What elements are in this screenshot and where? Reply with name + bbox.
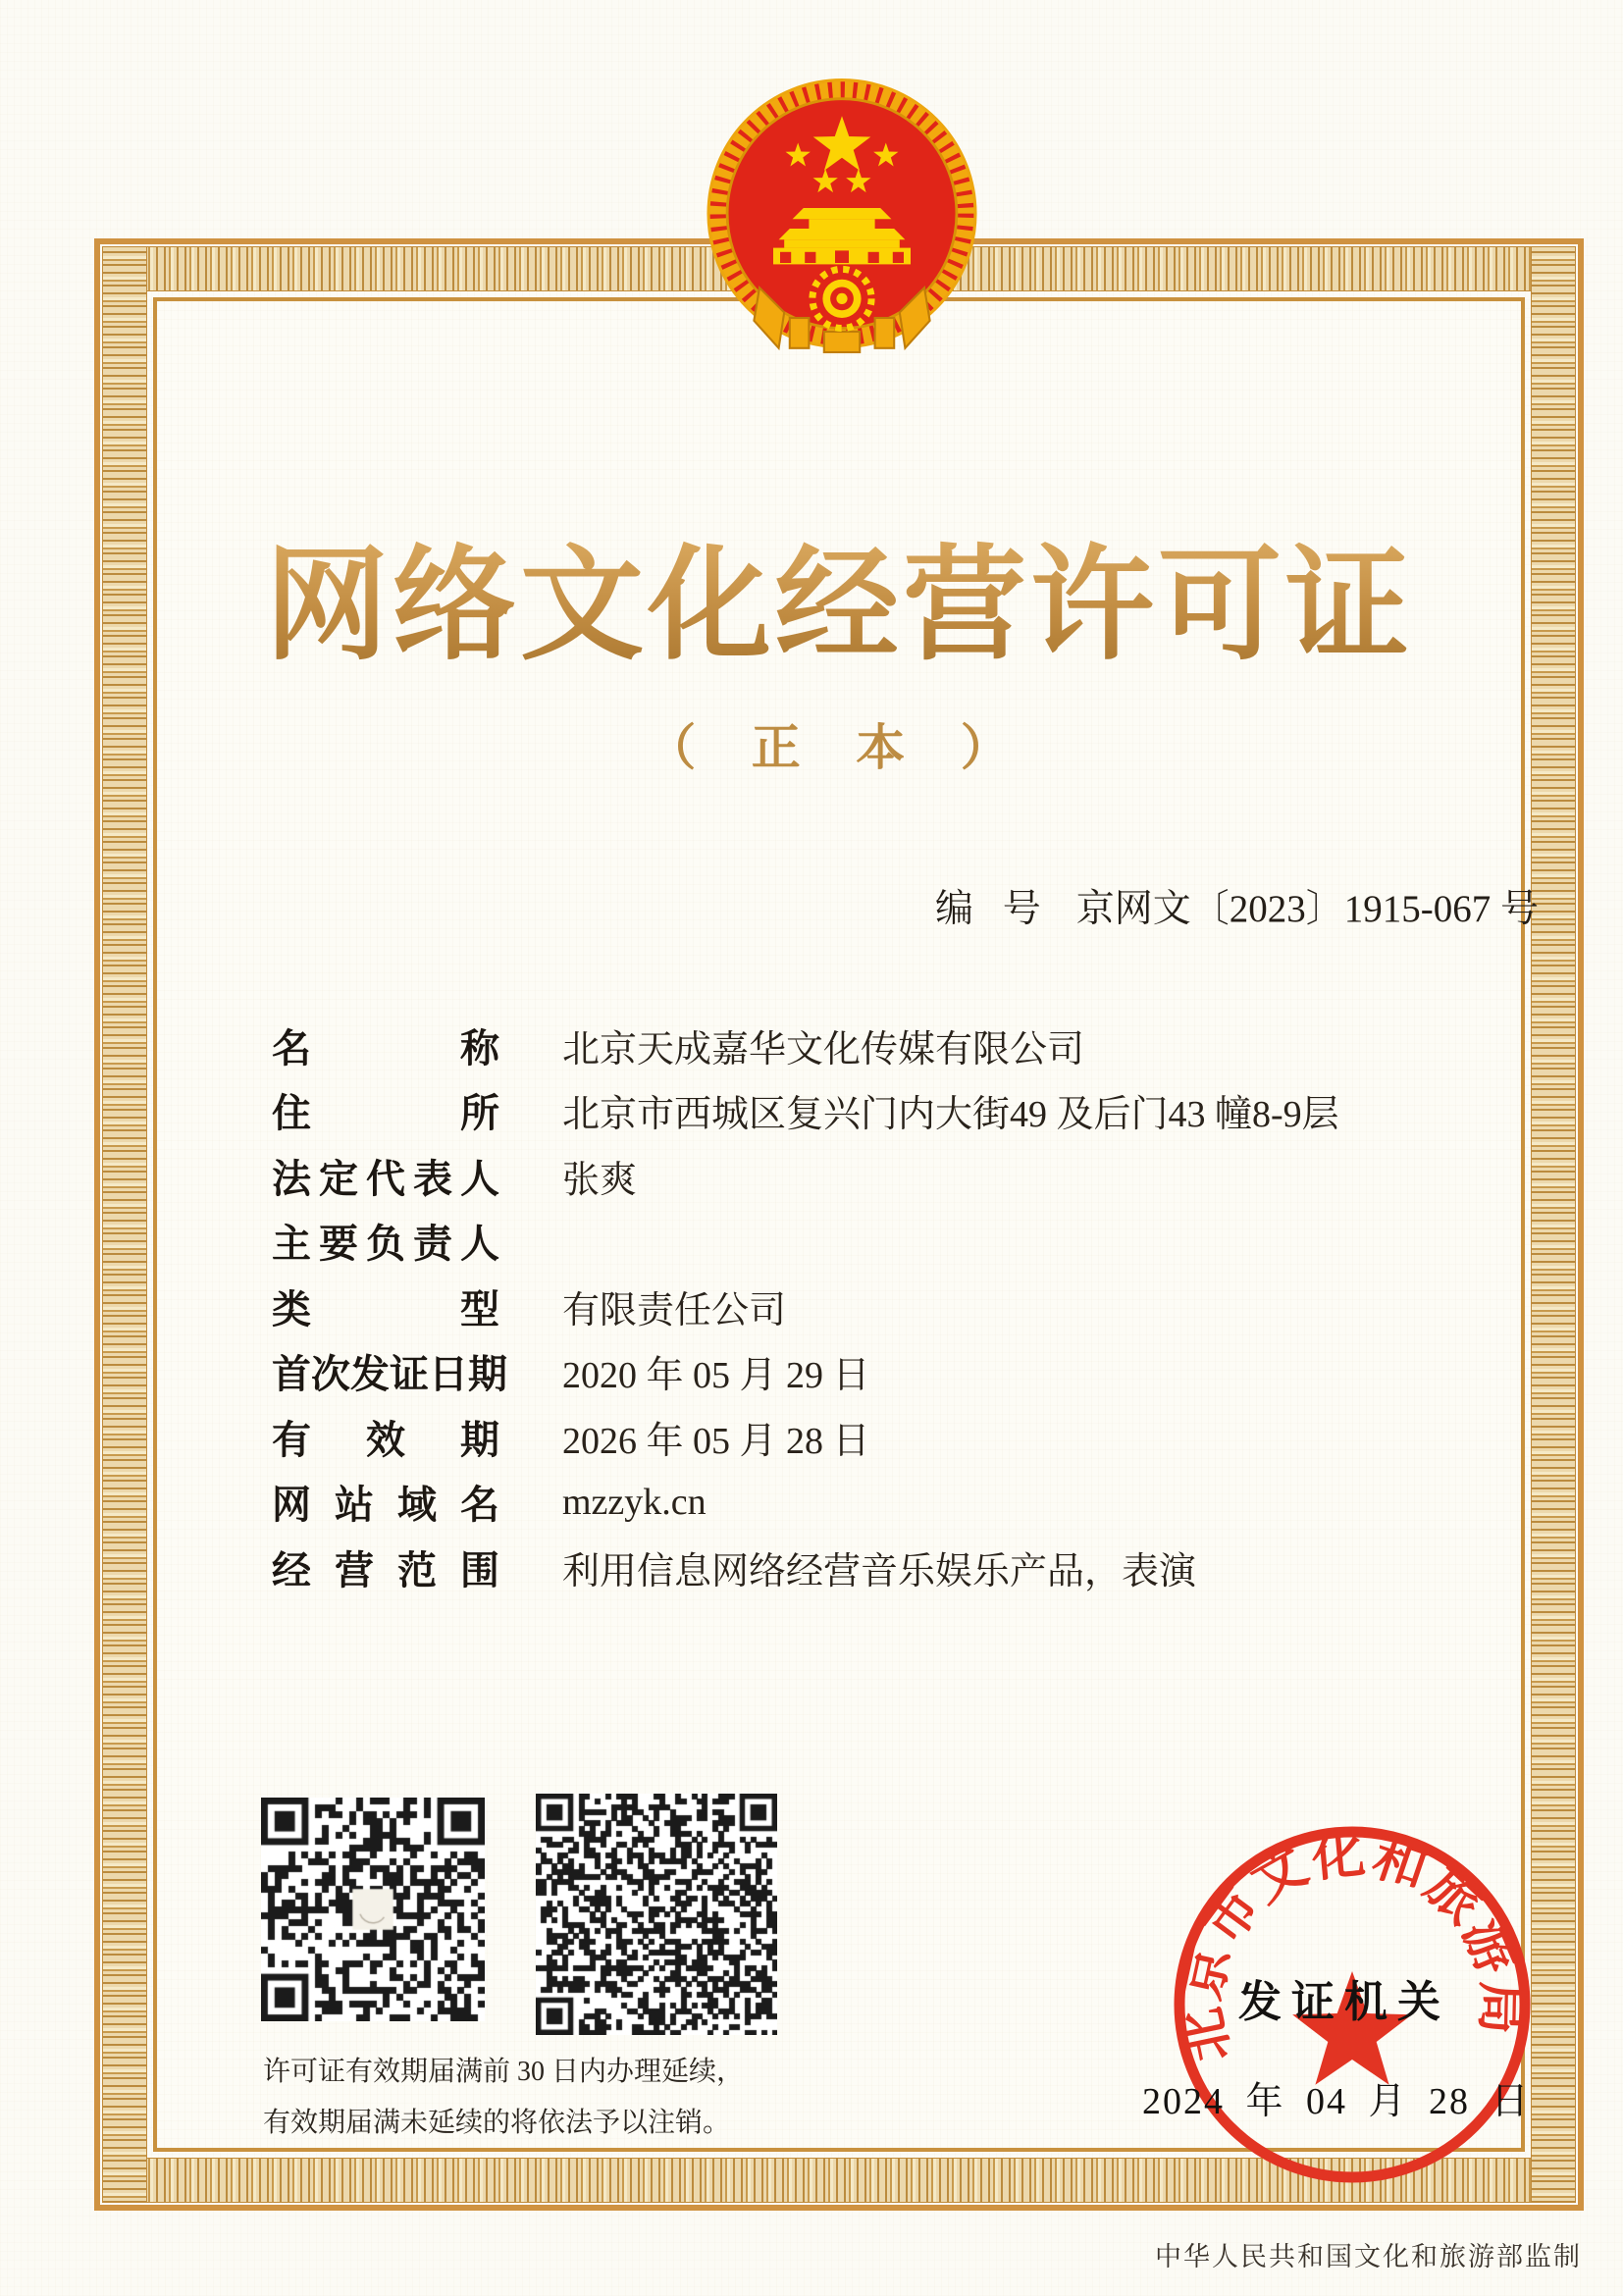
seal-ring-text: 北京市文化和旅游局 <box>1172 1824 1532 2067</box>
field-row <box>272 1078 1524 1144</box>
field-row <box>272 1013 1524 1078</box>
field-label: 有 效 期 <box>272 1417 499 1462</box>
field-label: 法 定 代 表 人 <box>272 1156 499 1201</box>
field-row <box>272 1535 1524 1600</box>
field-label: 类 型 <box>272 1286 499 1331</box>
license-number <box>935 878 1540 933</box>
field-value: mzzyk.cn <box>562 1481 707 1523</box>
field-value: 利用信息网络经营音乐娱乐产品，表演 <box>562 1550 1197 1592</box>
field-label: 网 站 域 名 <box>272 1483 499 1528</box>
field-row <box>272 1339 1524 1405</box>
field-value: 2026 年 05 月 28 日 <box>562 1420 870 1462</box>
qr-code-1 <box>261 1798 485 2021</box>
renewal-note-line2: 有效期届满未延续的将依法予以注销。 <box>263 2108 731 2138</box>
field-value: 北京天成嘉华文化传媒有限公司 <box>562 1028 1085 1070</box>
license-number-label: 编 号 <box>935 888 1051 930</box>
footer-supervisor-line: 中华人民共和国文化和旅游部监制 <box>1155 2242 1582 2271</box>
field-label: 住 所 <box>272 1091 499 1136</box>
field-row <box>272 1404 1524 1470</box>
field-label: 名 称 <box>272 1025 499 1070</box>
field-value: 北京市西城区复兴门内大街49 及后门43 幢8-9层 <box>562 1094 1339 1136</box>
field-row <box>272 1274 1524 1339</box>
issuing-authority-label: 发证机关 <box>1238 1978 1450 2026</box>
issue-date: 2024 年 04 月 28 日 <box>1142 2081 1531 2122</box>
renewal-note-line1: 许可证有效期届满前 30 日内办理延续， <box>263 2057 745 2087</box>
field-row <box>272 1470 1524 1536</box>
field-label: 首 次 发 证 日 期 <box>272 1352 507 1397</box>
field-label: 经 营 范 围 <box>272 1547 499 1592</box>
certificate-subtitle: （ 正 本 ） <box>647 720 1031 775</box>
field-row <box>272 1143 1524 1209</box>
field-value: 张爽 <box>562 1159 638 1201</box>
field-value: 2020 年 05 月 29 日 <box>562 1355 870 1397</box>
renewal-notes <box>263 2047 744 2149</box>
field-value: 有限责任公司 <box>562 1289 787 1331</box>
field-label: 主 要 负 责 人 <box>272 1222 499 1267</box>
license-number-value: 京网文〔2023〕1915-067 号 <box>1075 888 1540 930</box>
national-emblem-icon <box>705 71 979 373</box>
certificate-title: 网络文化经营许可证 <box>94 530 1584 685</box>
fields <box>272 1013 1524 1600</box>
qr-code-2 <box>536 1794 777 2035</box>
field-row <box>272 1209 1524 1275</box>
